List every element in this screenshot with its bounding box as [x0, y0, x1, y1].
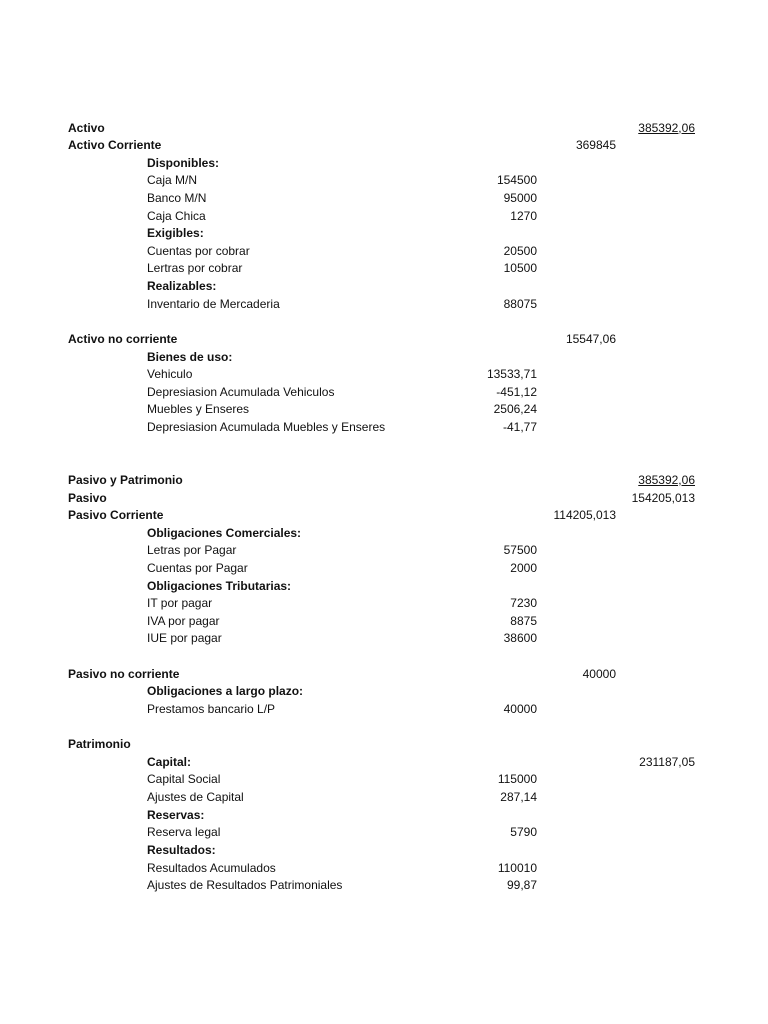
- account-label: Caja Chica: [147, 208, 206, 223]
- blank-row: [0, 313, 768, 331]
- account-amount: 110010: [497, 860, 537, 875]
- account-row: [0, 384, 768, 402]
- section-label: Activo Corriente: [68, 138, 162, 153]
- account-amount: 13533,71: [486, 367, 537, 382]
- account-row: [0, 419, 768, 437]
- blank-row: [0, 437, 768, 455]
- account-label: IT por pagar: [147, 596, 213, 611]
- subtotal-amount: 15547,06: [565, 331, 616, 346]
- account-amount: 7230: [510, 596, 537, 611]
- section-heading-row: [0, 842, 768, 860]
- section-label: Pasivo no corriente: [68, 666, 180, 681]
- section-heading-row: [0, 578, 768, 596]
- section-heading-row: [0, 155, 768, 173]
- account-amount: 154500: [496, 173, 537, 188]
- account-label: Vehiculo: [147, 367, 193, 382]
- account-row: [0, 296, 768, 314]
- account-amount: -41,77: [502, 420, 537, 435]
- section-label: Pasivo: [68, 490, 107, 505]
- account-amount: 38600: [503, 631, 537, 646]
- account-amount: 2000: [510, 561, 537, 575]
- total-amount: 385392,06: [638, 472, 695, 487]
- section-label: Activo: [68, 120, 105, 135]
- section-label: Patrimonio: [68, 737, 131, 752]
- section-heading-row: [0, 683, 768, 701]
- section-heading-row: [0, 472, 768, 490]
- section-heading-row: [0, 507, 768, 525]
- account-row: [0, 630, 768, 648]
- account-row: [0, 560, 768, 578]
- account-row: [0, 860, 768, 878]
- section-heading-row: [0, 349, 768, 367]
- account-amount: 57500: [503, 543, 537, 558]
- account-amount: 8875: [510, 613, 537, 628]
- account-row: [0, 771, 768, 789]
- section-heading-row: [0, 490, 768, 508]
- account-label: Cuentas por cobrar: [147, 243, 250, 258]
- total-amount: 154205,013: [631, 490, 695, 505]
- account-label: Capital Social: [147, 772, 221, 787]
- account-row: [0, 208, 768, 226]
- account-row: [0, 542, 768, 560]
- section-heading-row: [0, 331, 768, 349]
- section-label: Obligaciones Comerciales:: [147, 525, 302, 540]
- section-label: Reservas:: [147, 807, 205, 822]
- account-row: [0, 824, 768, 842]
- section-heading-row: [0, 137, 768, 155]
- total-amount: 231187,05: [639, 754, 695, 769]
- subtotal-amount: 114205,013: [553, 508, 616, 523]
- account-amount: 115000: [497, 772, 537, 787]
- account-amount: 95000: [503, 190, 537, 205]
- account-amount: 88075: [503, 296, 537, 311]
- section-label: Resultados:: [147, 842, 216, 857]
- account-row: [0, 366, 768, 384]
- section-label: Obligaciones Tributarias:: [147, 578, 292, 593]
- account-row: [0, 190, 768, 208]
- account-label: Inventario de Mercaderia: [147, 296, 280, 311]
- account-amount: 1270: [510, 208, 537, 223]
- account-label: Depresiasion Acumulada Vehiculos: [147, 384, 335, 399]
- section-heading-row: [0, 278, 768, 296]
- section-label: Capital:: [147, 754, 192, 769]
- section-heading-row: [0, 666, 768, 684]
- account-label: Reserva legal: [147, 825, 221, 840]
- account-label: Caja M/N: [147, 173, 198, 188]
- section-heading-row: [0, 754, 768, 772]
- blank-row: [0, 648, 768, 666]
- account-label: Ajustes de Resultados Patrimoniales: [147, 878, 343, 893]
- account-label: Prestamos bancario L/P: [147, 701, 276, 716]
- section-heading-row: [0, 120, 768, 138]
- account-label: Banco M/N: [147, 190, 207, 205]
- section-label: Exigibles:: [147, 226, 204, 241]
- section-heading-row: [0, 807, 768, 825]
- account-label: Ajustes de Capital: [147, 790, 244, 805]
- account-amount: 20500: [503, 243, 537, 258]
- account-amount: -451,12: [496, 384, 537, 399]
- account-row: [0, 260, 768, 278]
- section-label: Disponibles:: [147, 155, 220, 170]
- account-label: Depresiasion Acumulada Muebles y Enseres: [147, 420, 386, 435]
- account-row: [0, 701, 768, 719]
- account-row: [0, 172, 768, 190]
- subtotal-amount: 40000: [582, 666, 616, 681]
- account-row: [0, 401, 768, 419]
- account-amount: 10500: [503, 261, 537, 276]
- account-label: Letras por Pagar: [147, 543, 237, 558]
- account-amount: 2506,24: [493, 402, 537, 417]
- section-label: Obligaciones a largo plazo:: [147, 684, 304, 699]
- account-amount: 40000: [503, 701, 537, 716]
- section-heading-row: [0, 525, 768, 543]
- account-label: IUE por pagar: [147, 631, 222, 646]
- account-amount: 5790: [510, 825, 537, 840]
- account-label: Lertras por cobrar: [147, 261, 243, 276]
- account-label: Resultados Acumulados: [147, 860, 276, 875]
- section-label: Bienes de uso:: [147, 349, 233, 364]
- blank-row: [0, 719, 768, 737]
- account-row: [0, 595, 768, 613]
- account-amount: 99,87: [506, 878, 537, 893]
- section-label: Pasivo y Patrimonio: [68, 472, 183, 487]
- account-label: Cuentas por Pagar: [147, 561, 248, 575]
- section-heading-row: [0, 225, 768, 243]
- account-row: [0, 613, 768, 631]
- account-row: [0, 243, 768, 261]
- section-label: Realizables:: [147, 279, 217, 294]
- total-amount: 385392,06: [638, 120, 695, 135]
- account-label: Muebles y Enseres: [147, 402, 250, 417]
- section-label: Activo no corriente: [68, 331, 178, 346]
- subtotal-amount: 369845: [575, 138, 616, 153]
- account-amount: 287,14: [500, 790, 537, 805]
- section-heading-row: [0, 736, 768, 754]
- blank-row: [0, 454, 768, 472]
- section-label: Pasivo Corriente: [68, 508, 164, 523]
- account-row: [0, 877, 768, 895]
- account-label: IVA por pagar: [147, 613, 220, 628]
- account-row: [0, 789, 768, 807]
